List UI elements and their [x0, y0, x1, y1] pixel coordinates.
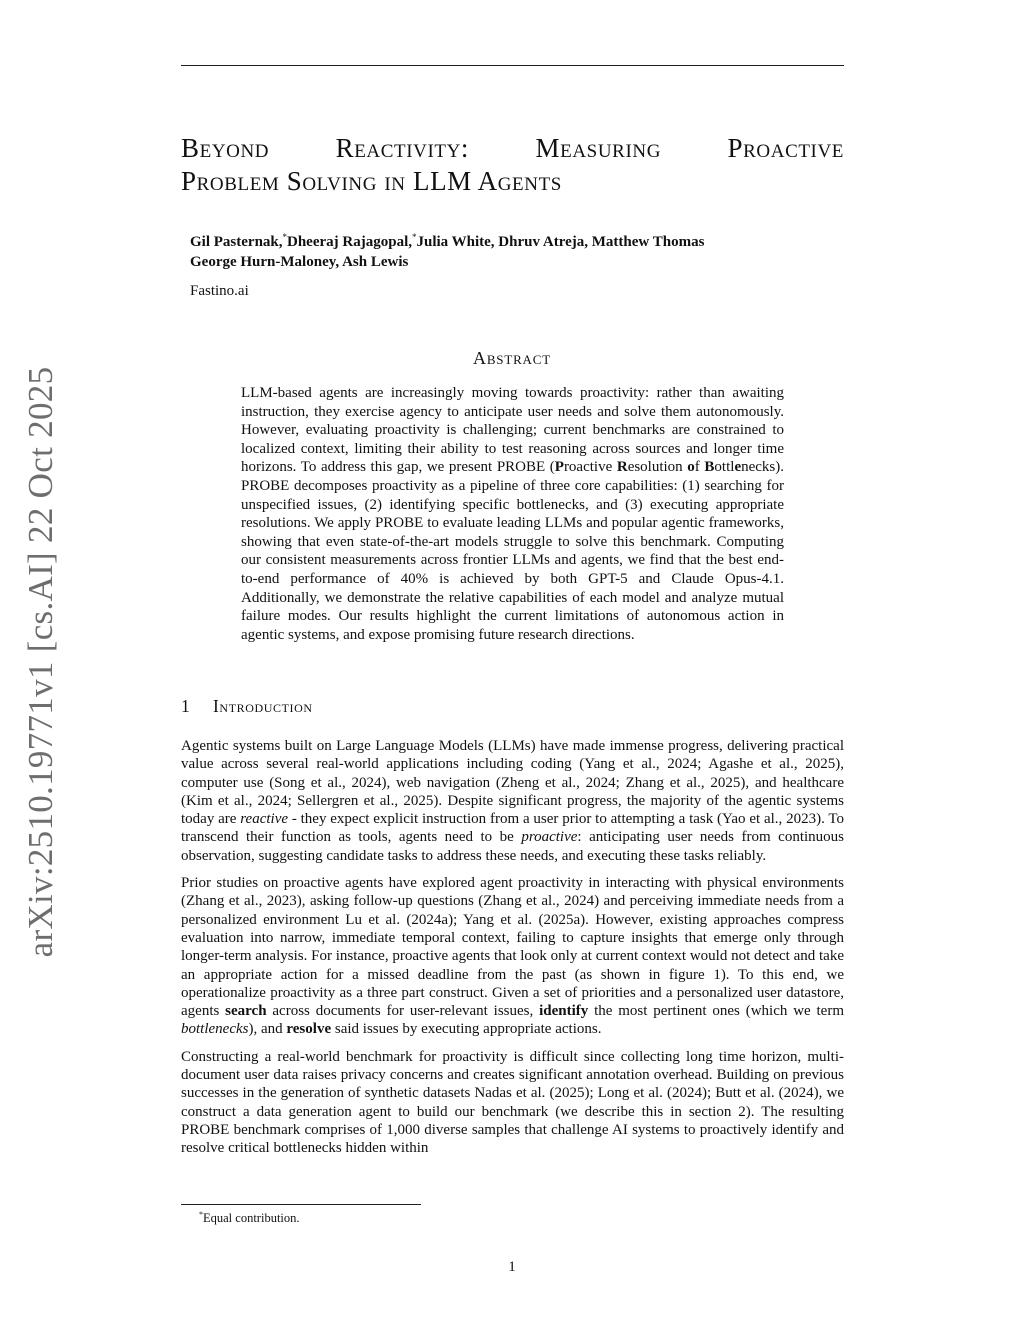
- paragraph: Constructing a real-world benchmark for proactivity is difficult since collecting long time horizon, multi-document user data raises privacy concerns and creates significant annotation overhead. Building on previous successes in the generation of synthetic datasets Nadas et al. (2025); Long et al. (2024); Butt et al. (2024), we construct a data generation agent to build our benchmark (we describe this in section 2). The resulting PROBE benchmark comprises of 1,000 diverse samples that challenge AI systems to proactively identify and resolve critical bottlenecks hidden within: [181, 1048, 844, 1157]
- title-line-1: Beyond Reactivity: Measuring Proactive: [181, 133, 844, 163]
- section-number: 1: [181, 696, 191, 716]
- footnote-text: Equal contribution.: [203, 1211, 300, 1226]
- author-names: Julia White, Dhruv Atreja, Matthew Thomas: [416, 234, 705, 250]
- paper-title: [181, 132, 844, 198]
- author-name: Dheeraj Rajagopal: [287, 234, 409, 250]
- author-line-2: George Hurn-Maloney, Ash Lewis: [190, 254, 409, 270]
- abstract-heading: Abstract: [473, 348, 551, 368]
- section-heading-introduction: [181, 696, 313, 717]
- author-name: Gil Pasternak: [190, 234, 279, 250]
- author-name: George Hurn-Maloney: [190, 254, 336, 270]
- paragraph: Agentic systems built on Large Language Models (LLMs) have made immense progress, delivering practical value across several real-world applications including coding (Yang et al., 2024; Agashe et al., 2025), computer use (Song et al., 2024), web navigation (Zheng et al., 2024; Zhang et al., 2025), and healthcare (Kim et al., 2024; Sellergren et al., 2025). Despite significant progress, the majority of the agentic systems today are reactive - they expect explicit instruction from a user prior to attempting a task (Yao et al., 2023). To transcend their function as tools, agents need to be proactive: anticipating user needs from continuous observation, suggesting candidate tasks to address these needs, and executing these tasks reliably.: [181, 738, 845, 864]
- author-line-1: Gil Pasternak,*Dheeraj Rajagopal,*Julia White, Dhruv Atreja, Matthew Thomas: [190, 232, 705, 250]
- paragraph: Prior studies on proactive agents have explored agent proactivity in interacting with physical environments (Zhang et al., 2023), asking follow-up questions (Zhang et al., 2024) and perceiving immediate needs from a personalized environment Lu et al. (2024a); Yang et al. (2025a). However, existing approaches compress evaluation into narrow, immediate temporal context, failing to capture insights that emerge only through longer-term analysis. For instance, proactive agents that look only at current context would not detect and take an appropriate action for a missed deadline from the past (as shown in figure 1). To this end, we operationalize proactivity as a three part construct. Given a set of priorities and a personalized user datastore, agents search across documents for user-relevant issues, identify the most pertinent ones (which we term bottlenecks), and resolve said issues by executing appropriate actions.: [181, 875, 844, 1038]
- equal-contribution-mark: *: [282, 232, 287, 242]
- footnote-mark: *: [199, 1210, 203, 1219]
- equal-contribution-mark: *: [411, 232, 417, 242]
- introduction-body: [181, 737, 844, 1167]
- page-number: 1: [508, 1259, 516, 1275]
- affiliation: Fastino.ai: [190, 283, 249, 299]
- title-line-2: Problem Solving in LLM Agents: [181, 166, 562, 196]
- author-name: Ash Lewis: [342, 254, 409, 270]
- section-title: Introduction: [213, 696, 313, 716]
- footnote: [199, 1210, 300, 1226]
- footnote-rule: [181, 1204, 421, 1205]
- abstract-body: LLM-based agents are increasingly moving towards proactivity: rather than awaiting instruction, they exercise agency to anticipate user needs and solve them autonomously. However, evaluating proactivity is challenging; current benchmarks are constrained to localized context, limiting their ability to test reasoning across sources and longer time horizons. To address this gap, we present PROBE (Proactive Resolution of Bottlenecks). PROBE decomposes proactivity as a pipeline of three core capabilities: (1) searching for unspecified issues, (2) identifying specific bottlenecks, and (3) executing appropriate resolutions. We apply PROBE to evaluate leading LLMs and popular agentic frameworks, showing that even state-of-the-art models struggle to solve this benchmark. Computing our consistent measurements across frontier LLMs and agents, we find that the best end-to-end performance of 40% is achieved by both GPT-5 and Claude Opus-4.1. Additionally, we demonstrate the relative capabilities of each model and analyze mutual failure modes. Our results highlight the current limitations of autonomous action in agentic systems, and expose promising future research directions.: [241, 385, 785, 643]
- author-list: [190, 227, 704, 272]
- header-rule: [181, 65, 844, 66]
- arxiv-identifier-stamp: arXiv:2510.19771v1 [cs.AI] 22 Oct 2025: [21, 366, 60, 958]
